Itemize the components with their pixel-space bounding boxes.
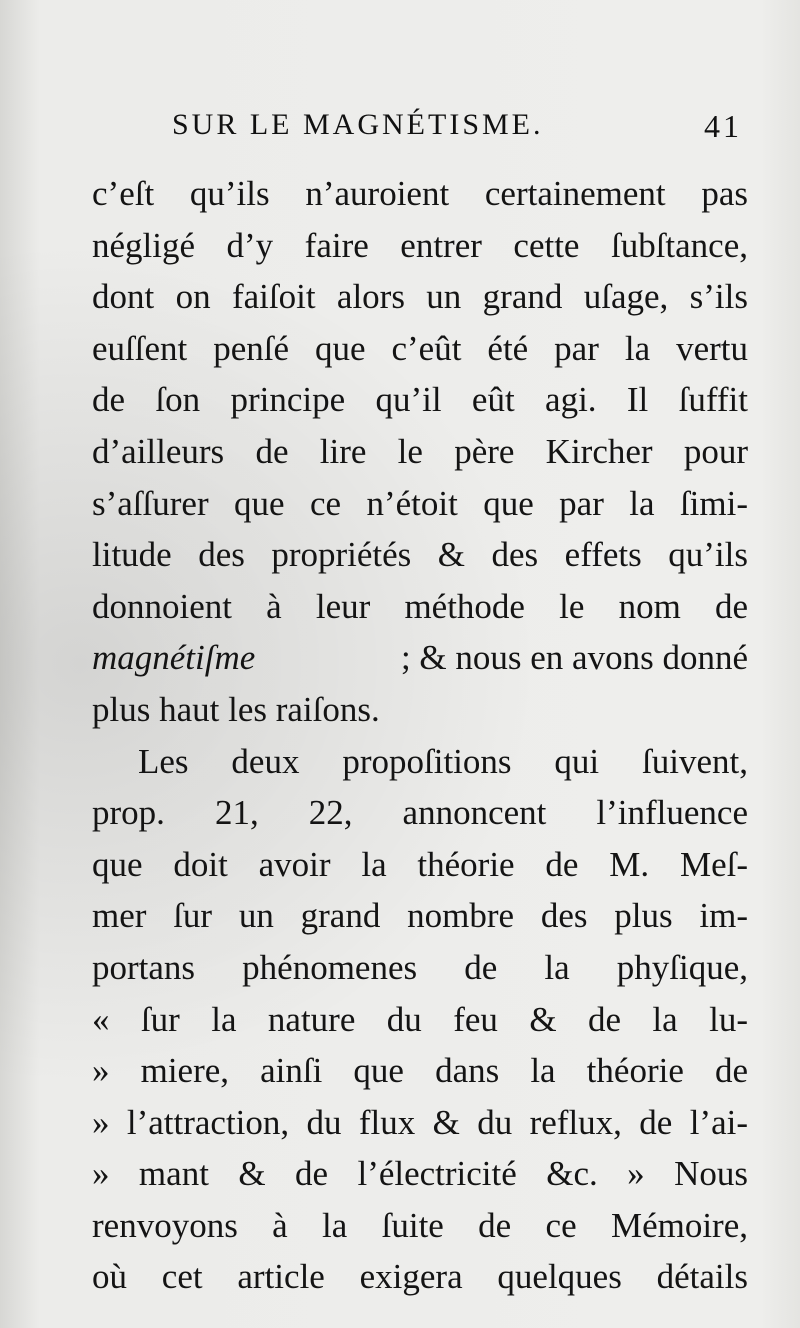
text-line: négligé d’y faire entrer cette ſubſtance, bbox=[92, 225, 748, 265]
text-line: renvoyons à la ſuite de ce Mémoire, bbox=[92, 1205, 748, 1245]
text-line: s’aſſurer que ce n’étoit que par la ſimi- bbox=[92, 483, 748, 523]
running-title: SUR LE MAGNÉTISME. bbox=[172, 108, 544, 141]
page-header bbox=[172, 108, 742, 152]
quote-line: « ſur la nature du feu & de la lu- bbox=[92, 999, 748, 1039]
text-line: dont on faiſoit alors un grand uſage, s’ils bbox=[92, 277, 748, 317]
quote-line: » miere, ainſi que dans la théorie de bbox=[92, 1051, 748, 1091]
text-line: euſſent penſé que c’eût été par la vertu bbox=[92, 328, 748, 368]
quote-line: » l’attraction, du flux & du reflux, de l’ai- bbox=[92, 1102, 748, 1142]
quote-line: » mant & de l’électricité &c. » Nous bbox=[92, 1154, 748, 1194]
text-line: litude des propriétés & des effets qu’ils bbox=[92, 535, 748, 575]
text-line-italic bbox=[92, 632, 748, 684]
text-line: de ſon principe qu’il eût agi. Il ſuffit bbox=[92, 380, 748, 420]
text-line: plus haut les raiſons. bbox=[92, 689, 380, 729]
text-line-rest: ; & nous en avons donné bbox=[400, 638, 748, 678]
text-line: où cet article exigera quelques détails bbox=[92, 1257, 748, 1297]
text-line: prop. 21, 22, annoncent l’influence bbox=[92, 793, 748, 833]
body-text bbox=[92, 168, 748, 1303]
text-line: d’ailleurs de lire le père Kircher pour bbox=[92, 431, 748, 471]
text-line: donnoient à leur méthode le nom de bbox=[92, 586, 748, 626]
page-number: 41 bbox=[704, 108, 742, 144]
text-line: mer ſur un grand nombre des plus im- bbox=[92, 896, 748, 936]
text-line: portans phénomenes de la phyſique, bbox=[92, 947, 748, 987]
text-line: c’eſt qu’ils n’auroient certainement pas bbox=[92, 174, 748, 213]
paragraph-start-line: Les deux propoſitions qui ſuivent, bbox=[138, 741, 748, 781]
text-line: que doit avoir la théorie de M. Meſ- bbox=[92, 844, 748, 884]
italic-term: magnétiſme bbox=[92, 638, 256, 678]
